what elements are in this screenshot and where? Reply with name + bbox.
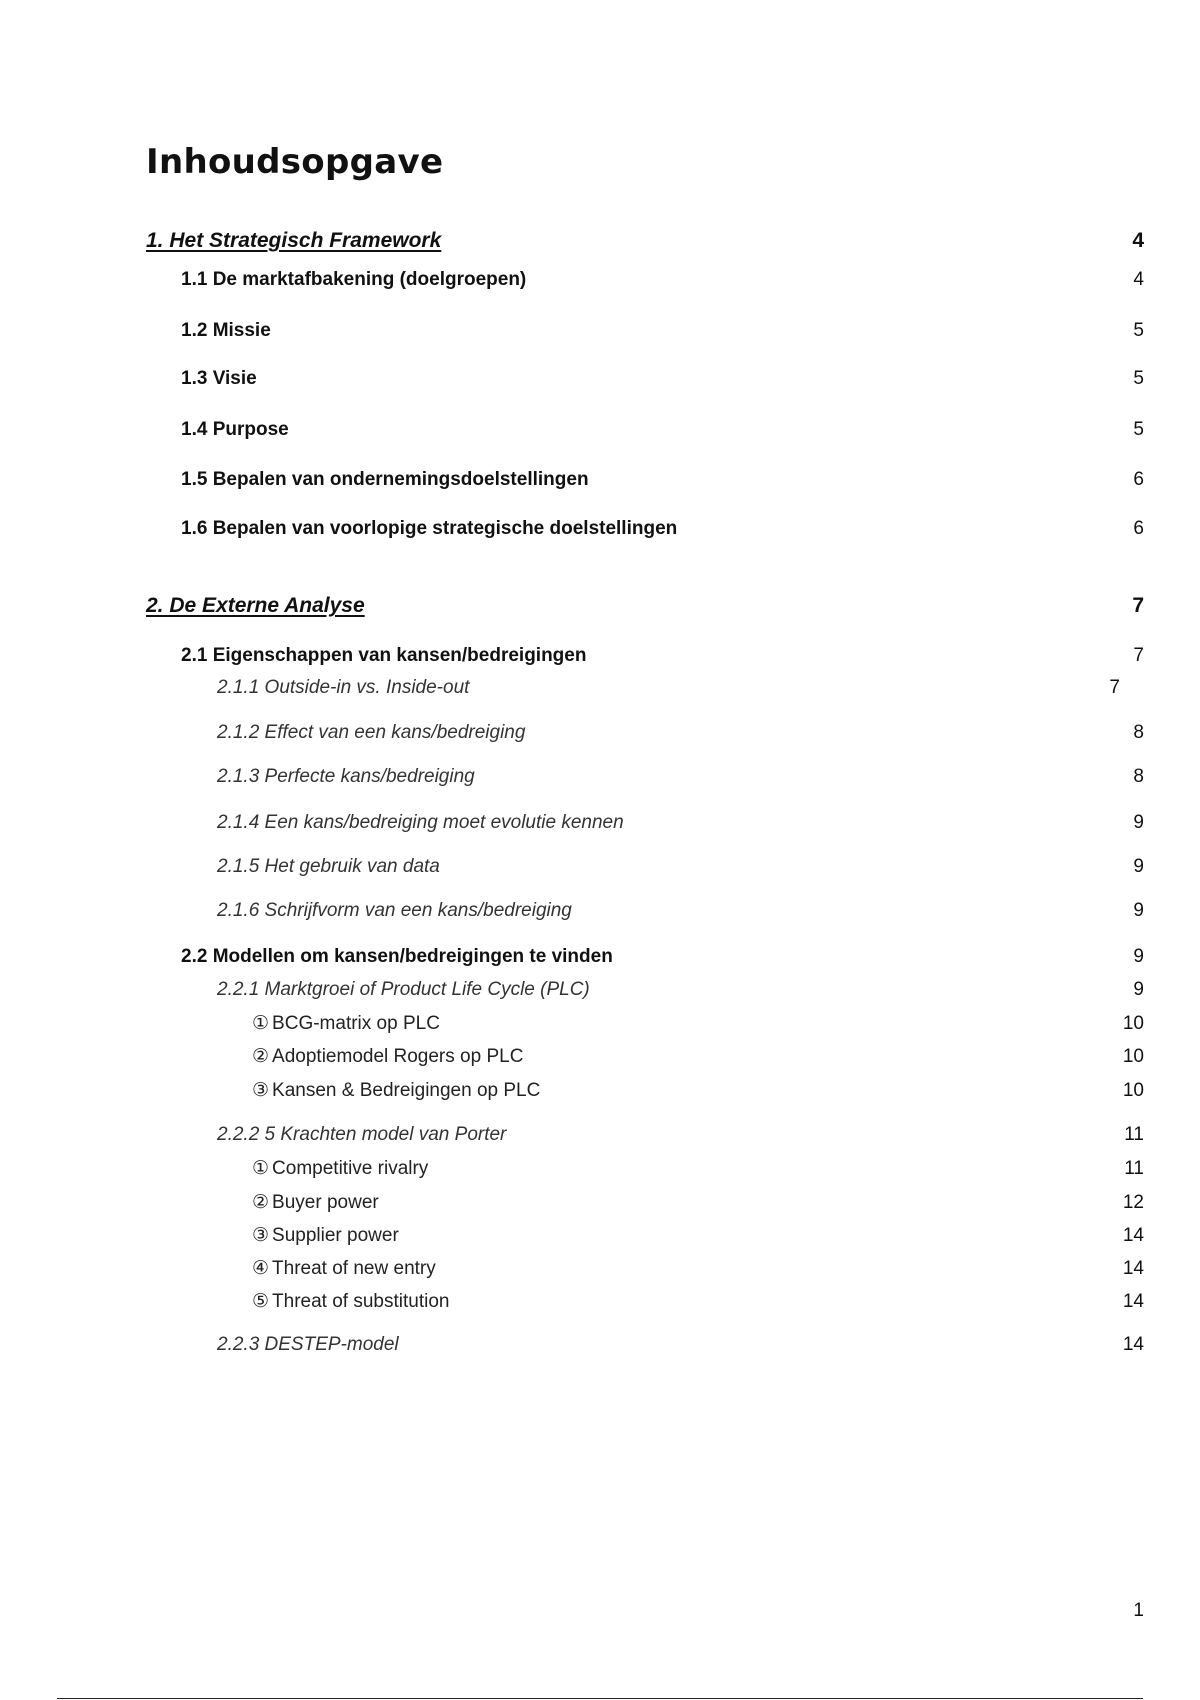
toc-entry-section-1[interactable] <box>146 229 1144 253</box>
toc-entry-page: 11 <box>1124 1158 1144 1179</box>
toc-entry-1-5[interactable] <box>181 469 1144 491</box>
toc-entry-porter-4[interactable] <box>252 1257 1144 1280</box>
toc-entry-1-3[interactable] <box>181 368 1144 390</box>
toc-entry-label: 1.3 Visie <box>181 368 257 389</box>
toc-entry-page: 7 <box>1109 677 1120 698</box>
toc-entry-page: 4 <box>1132 229 1144 252</box>
toc-entry-page: 10 <box>1122 1013 1144 1034</box>
circled-number-icon: ② <box>252 1046 270 1067</box>
toc-entry-page: 5 <box>1133 419 1144 440</box>
toc-entry-2-1-4[interactable] <box>217 812 1144 834</box>
toc-entry-label: Adoptiemodel Rogers op PLC <box>272 1046 524 1067</box>
toc-entry-label: Threat of new entry <box>272 1258 436 1279</box>
toc-entry-page: 6 <box>1133 469 1144 490</box>
toc-entry-label: Supplier power <box>272 1225 399 1246</box>
toc-entry-1-4[interactable] <box>181 419 1144 441</box>
toc-entry-label: Threat of substitution <box>272 1291 450 1312</box>
toc-entry-label: 2.1.4 Een kans/bedreiging moet evolutie kennen <box>217 812 624 833</box>
toc-entry-plc-3[interactable] <box>252 1079 1144 1102</box>
toc-entry-porter-1[interactable] <box>252 1157 1144 1180</box>
toc-entry-page: 14 <box>1122 1334 1144 1355</box>
toc-entry-page: 14 <box>1122 1291 1144 1312</box>
toc-entry-label: BCG-matrix op PLC <box>272 1013 440 1034</box>
toc-entry-label: Kansen & Bedreigingen op PLC <box>272 1080 541 1101</box>
toc-entry-porter-5[interactable] <box>252 1290 1144 1313</box>
toc-entry-porter-2[interactable] <box>252 1191 1144 1214</box>
toc-entry-1-6[interactable] <box>181 518 1144 540</box>
toc-entry-page: 4 <box>1133 269 1144 290</box>
toc-entry-label: 2.1.5 Het gebruik van data <box>217 856 440 877</box>
toc-entry-label: 1. Het Strategisch Framework <box>146 229 442 252</box>
toc-entry-label: 2.1.1 Outside-in vs. Inside-out <box>217 677 470 698</box>
toc-entry-label: 1.6 Bepalen van voorlopige strategische doelstellingen <box>181 518 678 539</box>
toc-entry-page: 9 <box>1133 900 1144 921</box>
circled-number-icon: ③ <box>252 1225 270 1246</box>
toc-entry-page: 9 <box>1133 856 1144 877</box>
toc-entry-label: 2. De Externe Analyse <box>146 594 365 617</box>
toc-entry-page: 7 <box>1132 594 1144 617</box>
toc-entry-page: 6 <box>1133 518 1144 539</box>
toc-entry-porter-3[interactable] <box>252 1224 1144 1247</box>
toc-entry-label: 1.2 Missie <box>181 320 271 341</box>
page-number: 1 <box>1133 1600 1144 1621</box>
toc-entry-page: 12 <box>1122 1192 1144 1213</box>
toc-entry-page: 9 <box>1133 946 1144 967</box>
toc-entry-label: 2.2 Modellen om kansen/bedreigingen te vinden <box>181 946 613 967</box>
toc-entry-label: Buyer power <box>272 1192 379 1213</box>
toc-entry-page: 10 <box>1122 1080 1144 1101</box>
toc-entry-label: 2.2.2 5 Krachten model van Porter <box>217 1124 507 1145</box>
toc-entry-page: 11 <box>1124 1124 1144 1145</box>
toc-entry-page: 9 <box>1133 812 1144 833</box>
toc-entry-page: 9 <box>1133 979 1144 1000</box>
toc-entry-2-2-1[interactable] <box>217 979 1144 1001</box>
toc-entry-label: 1.5 Bepalen van ondernemingsdoelstellingen <box>181 469 589 490</box>
toc-entry-2-1-1[interactable] <box>217 677 1120 699</box>
circled-number-icon: ③ <box>252 1080 270 1101</box>
circled-number-icon: ② <box>252 1192 270 1213</box>
toc-entry-section-2[interactable] <box>146 594 1144 618</box>
toc-entry-label: 2.2.1 Marktgroei of Product Life Cycle (PLC) <box>217 979 590 1000</box>
toc-entry-label: 2.2.3 DESTEP-model <box>217 1334 399 1355</box>
toc-entry-2-1-6[interactable] <box>217 900 1144 922</box>
toc-entry-label: 2.1.3 Perfecte kans/bedreiging <box>217 766 475 787</box>
toc-entry-label: 2.1 Eigenschappen van kansen/bedreigingen <box>181 645 587 666</box>
toc-entry-plc-2[interactable] <box>252 1045 1144 1068</box>
toc-entry-2-2-3[interactable] <box>217 1334 1144 1356</box>
toc-entry-label: 2.1.6 Schrijfvorm van een kans/bedreiging <box>217 900 572 921</box>
toc-entry-2-2-2[interactable] <box>217 1124 1144 1146</box>
toc-entry-page: 14 <box>1122 1225 1144 1246</box>
toc-entry-page: 8 <box>1133 766 1144 787</box>
toc-entry-1-2[interactable] <box>181 320 1144 342</box>
circled-number-icon: ① <box>252 1013 270 1034</box>
toc-entry-page: 8 <box>1133 722 1144 743</box>
toc-entry-2-1-3[interactable] <box>217 766 1144 788</box>
toc-entry-page: 10 <box>1122 1046 1144 1067</box>
toc-entry-plc-1[interactable] <box>252 1012 1144 1035</box>
circled-number-icon: ④ <box>252 1258 270 1279</box>
toc-entry-page: 5 <box>1133 320 1144 341</box>
toc-entry-page: 14 <box>1122 1258 1144 1279</box>
toc-entry-2-1[interactable] <box>181 645 1144 667</box>
toc-entry-label: 1.4 Purpose <box>181 419 289 440</box>
footer-divider <box>57 1698 1143 1699</box>
toc-entry-label: 2.1.2 Effect van een kans/bedreiging <box>217 722 526 743</box>
page-title: Inhoudsopgave <box>146 142 444 182</box>
circled-number-icon: ⑤ <box>252 1291 270 1312</box>
circled-number-icon: ① <box>252 1158 270 1179</box>
toc-entry-2-1-2[interactable] <box>217 722 1144 744</box>
toc-entry-page: 7 <box>1133 645 1144 666</box>
toc-entry-1-1[interactable] <box>181 269 1144 291</box>
toc-entry-2-2[interactable] <box>181 946 1144 968</box>
toc-entry-label: 1.1 De marktafbakening (doelgroepen) <box>181 269 527 290</box>
toc-entry-label: Competitive rivalry <box>272 1158 429 1179</box>
toc-entry-page: 5 <box>1133 368 1144 389</box>
toc-entry-2-1-5[interactable] <box>217 856 1144 878</box>
